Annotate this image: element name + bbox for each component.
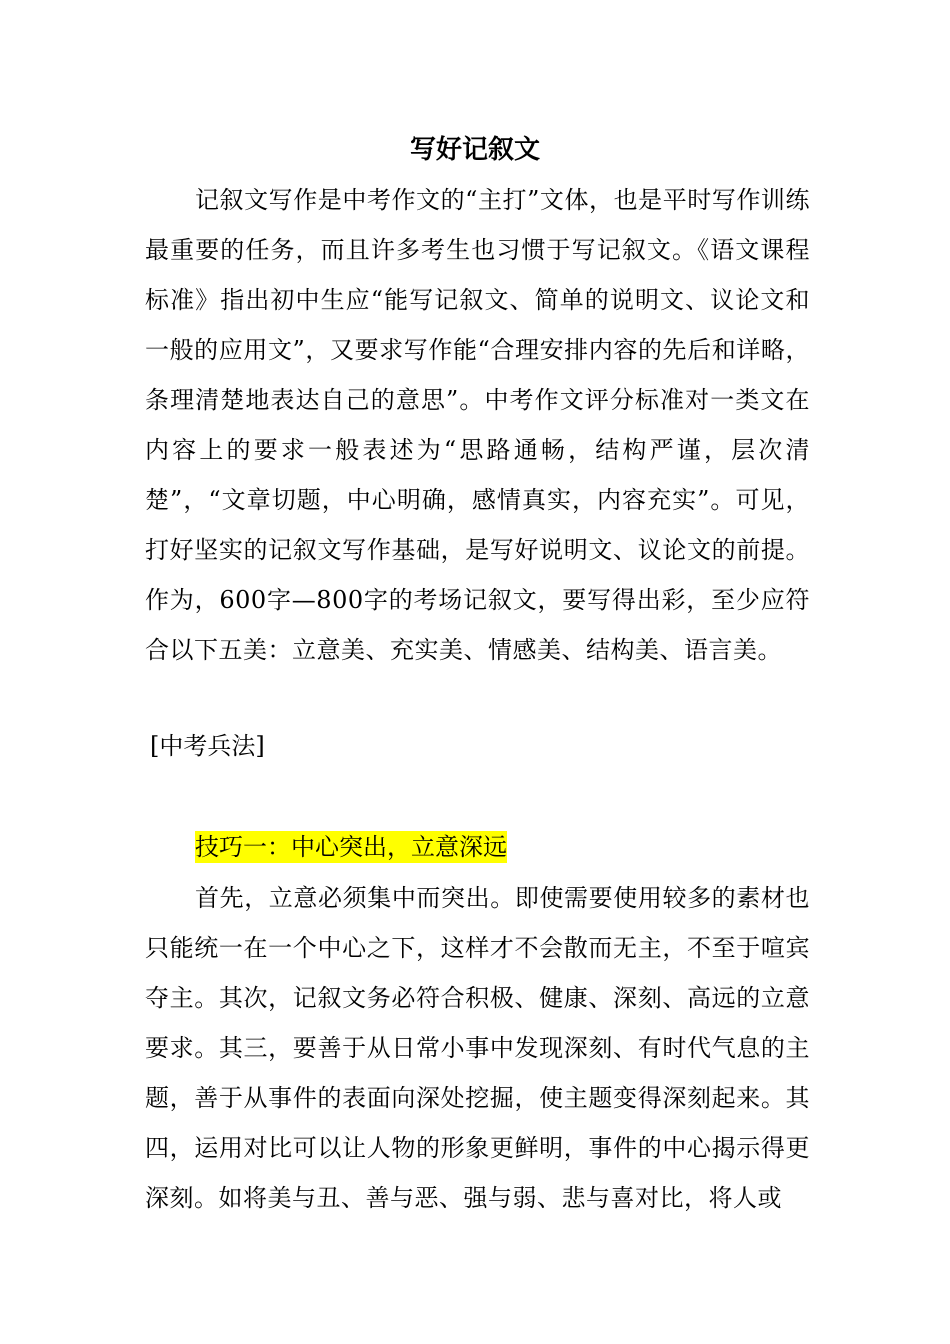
tip-heading-line [195,827,507,867]
tip-paragraph: 首先，立意必须集中而突出。即使需要使用较多的素材也只能统一在一个中心之下，这样才不会散而无主，不至于喧宾夺主。其次，记叙文务必符合积极、健康、深刻、高远的立意要求。其三，要善于从日常小事中发现深刻、有时代气息的主题，善于从事件的表面向深处挖掘，使主题变得深刻起来。其四，运用对比可以让人物的形象更鲜明，事件的中心揭示得更深刻。如将美与丑、善与恶、强与弱、悲与喜对比，将人或 [145,884,810,1212]
section-label: [中考兵法] [150,732,265,760]
intro-paragraph: 记叙文写作是中考作文的“主打”文体，也是平时写作训练最重要的任务，而且许多考生也习惯于写记叙文。《语文课程标准》指出初中生应“能写记叙文、简单的说明文、议论文和一般的应用文”，又要求写作能“合理安排内容的先后和详略，条理清楚地表达自己的意思”。中考作文评分标准对一类文在内容上的要求一般表述为“思路通畅，结构严谨，层次清楚”，“文章切题，中心明确，感情真实，内容充实”。可见，打好坚实的记叙文写作基础，是写好说明文、议论文的前提。作为，600字—800字的考场记叙文，要写得出彩，至少应符合以下五美：立意美、充实美、情感美、结构美、语言美。 [145,186,810,664]
document-title: 写好记叙文 [409,135,540,165]
tip-heading-highlight: 技巧一：中心突出，立意深远 [195,833,507,861]
